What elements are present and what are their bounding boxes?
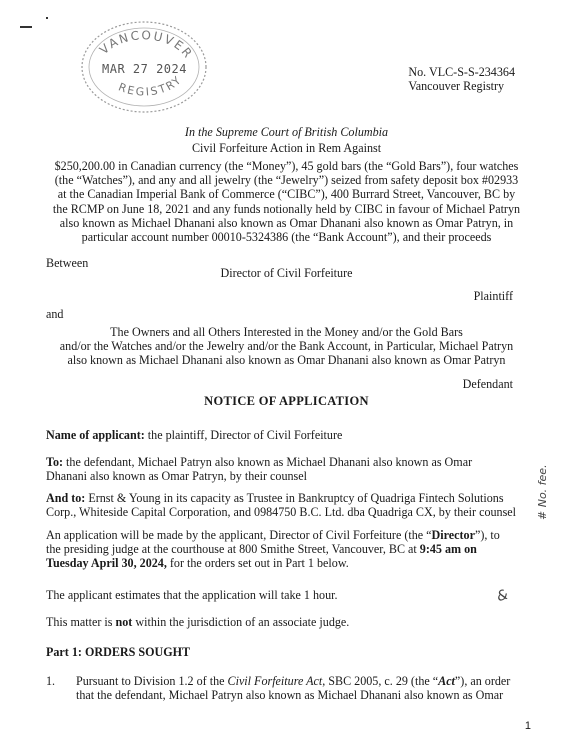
defendant-line: also known as Michael Dhanani also known as Omar Dhanani also known as Omar Patryn [67,353,506,368]
property-line: at the Canadian Imperial Bank of Commerce (“CIBC”), 400 Burrard Street, Vancouver, BC by [57,187,516,202]
jurisdiction-text: This matter is [46,615,116,629]
defendant-description [20,325,553,368]
file-number: No. VLC-S-S-234364 [408,65,515,79]
application-text: An application will be made by the applicant, Director of Civil Forfeiture (the “ [46,528,432,542]
act-defined-term: Act [438,674,455,688]
handwritten-margin-note: # No. fee. [536,464,549,520]
jurisdiction-text: within the jurisdiction of an associate judge. [132,615,350,629]
hearing-date: Tuesday April 30, 2024, [46,556,167,571]
stamp-registry-top: VANCOUVER [96,28,196,62]
plaintiff-name: Director of Civil Forfeiture [220,266,353,280]
registry-name: Vancouver Registry [408,79,505,94]
order-text: that the defendant, Michael Patryn also known as Michael Dhanani also known as Omar [76,688,504,703]
part1-heading: Part 1: ORDERS SOUGHT [46,645,191,659]
stamp-registry-bottom: REGISTRY [116,72,185,99]
applicant-line [46,428,342,442]
application-text: the presiding judge at the courthouse at 800 Smithe Street, Vancouver, BC at [46,542,420,557]
defendant-line: The Owners and all Others Interested in the Money and/or the Gold Bars [110,325,463,339]
jurisdiction-emphasis: not [115,615,133,629]
action-title: Civil Forfeiture Action in Rem Against [191,141,382,155]
act-name: Civil Forfeiture Act [227,674,323,688]
and-label: and [46,307,64,321]
jurisdiction-statement [46,615,349,629]
notice-title: NOTICE OF APPLICATION [204,394,369,408]
application-text: ”), to [474,528,500,542]
defendant-line: and/or the Watches and/or the Jewelry and/or the Bank Account, in Particular, Michael Patryn [59,339,514,354]
and-to-label: And to: [46,491,86,505]
property-line: particular account number 00010-5324386 (the “Bank Account”), and their proceeds [81,230,492,245]
page-number: 1 [524,720,531,732]
plaintiff-role: Plaintiff [473,289,513,303]
property-description [20,159,553,244]
hearing-time: 9:45 am on [419,542,477,557]
scan-mark [46,17,48,19]
order-text: ”), an order [454,674,511,688]
and-to-section [46,491,536,519]
defendant-role: Defendant [462,377,513,391]
svg-text:VANCOUVER [97,28,196,61]
application-paragraph [46,528,536,571]
order-text: , SBC 2005, c. 29 (the “ [322,674,439,688]
to-line: the defendant, Michael Patryn also known as Michael Dhanani also known as Omar [63,455,473,469]
director-defined-term: Director [431,528,475,542]
to-line: Dhanani also known as Omar Patryn, by their counsel [46,469,307,484]
stamp-date: MAR 27 2024 [102,62,187,76]
property-line: (the “Watches”), and any and all jewelry (the “Jewelry”) seized from safety deposit box #02933 [54,173,519,188]
scan-mark [20,26,32,28]
and-to-line: Corp., Whiteside Capital Corporation, and 0984750 B.C. Ltd. dba Quadriga CX, by their counsel [46,505,517,520]
property-line: also known as Michael Dhanani also known as Omar Dhanani also known as Omar Patryn, in [59,215,514,230]
to-label: To: [46,455,64,469]
applicant-label: Name of applicant: [46,428,145,442]
svg-text:REGISTRY [117,73,185,99]
application-text: for the orders set out in Part 1 below. [166,556,349,571]
to-section [46,455,526,483]
property-line: $250,200.00 in Canadian currency (the “Money”), 45 gold bars (the “Gold Bars”), four watches [54,159,519,173]
order-item-number: 1. [46,674,56,688]
file-info [408,65,515,94]
handwritten-initials: & [495,586,510,606]
applicant-value: the plaintiff, Director of Civil Forfeiture [144,428,343,442]
property-line: the RCMP on June 18, 2021 and any funds notionally held by CIBC in favour of Michael Patryn [52,201,521,216]
time-estimate: The applicant estimates that the application will take 1 hour. [46,588,338,602]
between-label: Between [46,256,89,270]
and-to-line: Ernst & Young in its capacity as Trustee in Bankruptcy of Quadriga Fintech Solutions [85,491,504,505]
court-name: In the Supreme Court of British Columbia [184,125,389,139]
registry-stamp [78,18,210,116]
order-text: Pursuant to Division 1.2 of the [76,674,228,688]
order-item-text [76,674,546,702]
